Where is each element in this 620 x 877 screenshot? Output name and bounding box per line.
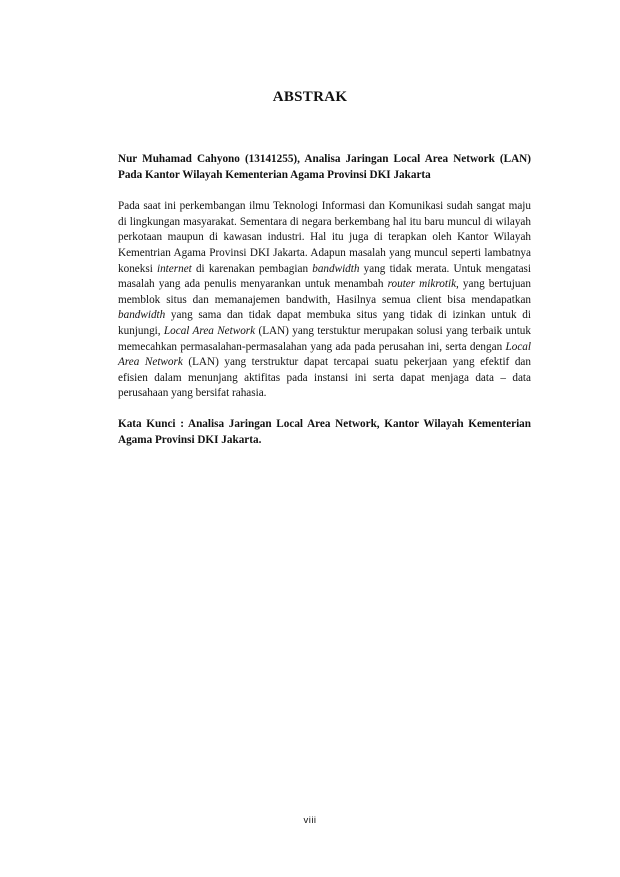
abstract-text-segment: (LAN) yang terstruktur dapat tercapai suatu pekerjaan yang efektif dan efisien dalam menunjang aktifitas pada instansi ini serta dapat menjaga data – data perusahaan yang bersifat rahasia. — [118, 356, 531, 400]
abstract-text-segment: (LAN) yang terstuktur merupakan solusi yang terbaik untuk memecahkan permasalahan-permasalahan yang ada pada perusahan ini, serta dengan — [118, 324, 531, 353]
page-title: ABSTRAK — [272, 89, 348, 105]
abstract-italic-term: internet — [156, 262, 192, 275]
abstract-body — [118, 199, 531, 402]
keywords: Kata Kunci : Analisa Jaringan Local Area Network, Kantor Wilayah Kementerian Agama Provinsi DKI Jakarta. — [118, 417, 531, 446]
abstract-italic-term: router mikrotik, — [387, 278, 459, 291]
abstract-content — [118, 152, 531, 448]
abstract-heading: Nur Muhamad Cahyono (13141255), Analisa Jaringan Local Area Network (LAN) Pada Kantor Wilayah Kementerian Agama Provinsi DKI Jakarta — [118, 153, 531, 181]
abstract-text-segment: di karenakan pembagian — [191, 262, 313, 275]
abstract-text-segment: yang tidak merata. Untuk mengatasi masalah yang ada penulis menyarankan untuk menambah — [118, 262, 532, 291]
abstract-italic-term: Local Area Network — [118, 340, 531, 369]
abstract-italic-term: bandwidth — [312, 262, 360, 275]
abstract-text-segment: yang sama dan tidak dapat membuka situs yang tidak di izinkan untuk di kunjungi, — [118, 309, 531, 337]
page-number: viii — [303, 815, 317, 826]
abstract-text-segment: Pada saat ini perkembangan ilmu Teknologi Informasi dan Komunikasi sudah sangat maju di lingkungan masyarakat. Sementara di negara berkembang hal itu baru muncul di wilayah perkotaan maupun di kawasan industri. Hal itu juga di terapkan oleh Kantor Wilayah Kementrian Agama Provinsi DKI Jakarta. Adapun masalah yang muncul seperti lambatnya koneksi — [118, 200, 531, 275]
abstract-italic-term: bandwidth — [118, 309, 166, 322]
abstract-italic-term: Local Area Network — [163, 324, 256, 337]
abstract-text-segment: yang bertujuan memblok situs dan memanajemen bandwith, Hasilnya semua client bisa mendapatkan — [118, 278, 531, 306]
